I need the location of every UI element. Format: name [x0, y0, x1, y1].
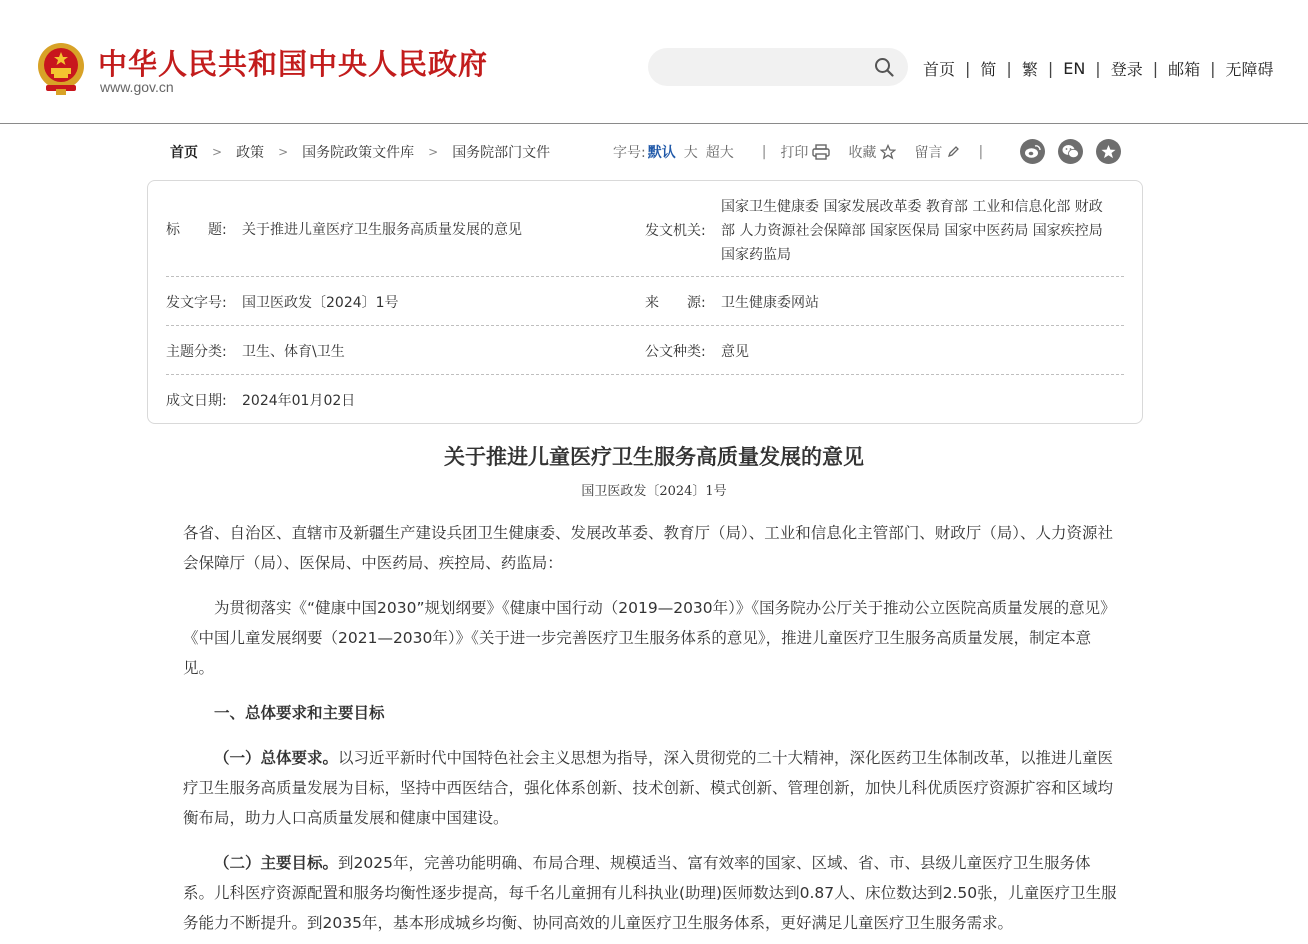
- nav-separator: |: [965, 58, 971, 78]
- comment-button[interactable]: [914, 142, 960, 162]
- star-outline-icon: [880, 144, 896, 160]
- nav-accessibility[interactable]: 无障碍: [1225, 59, 1274, 79]
- site-title[interactable]: 中华人民共和国中央人民政府: [98, 47, 489, 81]
- article-addressee: 各省、自治区、直辖市及新疆生产建设兵团卫生健康委、发展改革委、教育厅（局）、工业和信息化主管部门、财政厅（局）、人力资源社会保障厅（局）、医保局、中医药局、疾控局、药监局：: [183, 524, 1114, 572]
- font-size-label: 字号:: [613, 145, 646, 161]
- document-info-table: [147, 180, 1143, 424]
- chevron-right-icon: >: [212, 145, 223, 159]
- favorite-share-button[interactable]: [1096, 139, 1121, 164]
- info-doc-no: [166, 292, 399, 312]
- section-heading: 一、总体要求和主要目标: [214, 704, 385, 722]
- info-row: [166, 181, 1124, 277]
- print-label: 打印: [780, 145, 809, 161]
- nav-separator: |: [1210, 58, 1216, 78]
- wechat-icon: [1062, 144, 1079, 159]
- printer-icon: [812, 144, 830, 160]
- breadcrumb-policy-library[interactable]: 国务院政策文件库: [302, 145, 415, 161]
- nav-english[interactable]: EN: [1063, 58, 1086, 78]
- pencil-icon: [946, 145, 960, 159]
- info-value: 意见: [721, 344, 749, 360]
- search-icon[interactable]: [874, 57, 894, 77]
- nav-home[interactable]: 首页: [923, 59, 956, 79]
- info-label: 发文字号:: [166, 295, 227, 311]
- info-topic: [166, 341, 345, 361]
- info-label: 发文机关:: [645, 223, 706, 239]
- national-emblem-icon[interactable]: [36, 41, 86, 95]
- article-title: 关于推进儿童医疗卫生服务高质量发展的意见: [444, 444, 864, 469]
- article-intro: 为贯彻落实《“健康中国2030”规划纲要》《健康中国行动（2019—2030年）》《国务院办公厅关于推动公立医院高质量发展的意见》《中国儿童发展纲要（2021—2030年）》《关于进一步完善医疗卫生服务体系的意见》，推进儿童医疗卫生服务高质量发展，制定本意见。: [183, 599, 1116, 677]
- weibo-share-button[interactable]: [1020, 139, 1045, 164]
- breadcrumb-home[interactable]: 首页: [170, 145, 198, 161]
- wechat-share-button[interactable]: [1058, 139, 1083, 164]
- search-box: [648, 48, 908, 86]
- star-icon: [1101, 144, 1116, 159]
- article-body: [183, 518, 1119, 578]
- paragraph-lead: （二）主要目标。: [214, 854, 339, 872]
- breadcrumb-dept-docs[interactable]: 国务院部门文件: [452, 145, 551, 161]
- paragraph-text: 到2025年，完善功能明确、布局合理、规模适当、富有效率的国家、区域、省、市、县级儿童医疗卫生服务体系。儿科医疗资源配置和服务均衡性逐步提高，每千名儿童拥有儿科执业(助理)医师数达到0.87人、床位数达到2.50张，儿童医疗卫生服务能力不断提升。到2035年，基本形成城乡均衡、协同高效的儿童医疗卫生服务体系，更好满足儿童医疗卫生服务需求。: [183, 854, 1117, 932]
- article-doc-number: 国卫医政发〔2024〕1号: [581, 484, 727, 499]
- info-value: 卫生、体育\卫生: [242, 344, 345, 360]
- info-label: 公文种类:: [645, 344, 706, 360]
- info-title: [166, 219, 522, 239]
- info-value: 关于推进儿童医疗卫生服务高质量发展的意见: [242, 222, 522, 238]
- font-size-large[interactable]: 大: [683, 145, 698, 161]
- info-date: [166, 390, 355, 410]
- article-body: [183, 698, 1119, 728]
- breadcrumb: [170, 142, 550, 162]
- article-body: [183, 848, 1119, 938]
- site-header: [0, 0, 1308, 124]
- info-label: 主题分类:: [166, 344, 227, 360]
- info-label: 标 题:: [166, 222, 227, 238]
- font-size-default[interactable]: 默认: [647, 145, 676, 161]
- chevron-right-icon: >: [278, 145, 289, 159]
- nav-separator: |: [1152, 58, 1159, 78]
- search-input[interactable]: [666, 48, 866, 86]
- weibo-icon: [1024, 144, 1041, 159]
- font-size-xlarge[interactable]: 超大: [705, 145, 734, 161]
- info-issuer: [645, 195, 1113, 267]
- nav-separator: |: [1047, 58, 1054, 78]
- info-label: 来 源:: [645, 295, 706, 311]
- info-label: 成文日期:: [166, 393, 227, 409]
- nav-mail[interactable]: 邮箱: [1168, 59, 1201, 79]
- top-nav: [923, 58, 1274, 78]
- favorite-button[interactable]: [848, 142, 896, 162]
- print-button[interactable]: [780, 142, 830, 162]
- paragraph-lead: （一）总体要求。: [214, 749, 339, 767]
- nav-traditional[interactable]: 繁: [1021, 59, 1038, 79]
- toolbar-separator: |: [978, 144, 984, 160]
- favorite-label: 收藏: [848, 145, 877, 161]
- nav-separator: |: [1006, 58, 1012, 78]
- info-row: [166, 326, 1124, 375]
- nav-separator: |: [1095, 58, 1101, 78]
- info-value: 国卫医政发〔2024〕1号: [242, 295, 399, 311]
- info-value: 2024年01月02日: [242, 393, 356, 409]
- info-row: [166, 375, 1124, 423]
- paragraph-text: 以习近平新时代中国特色社会主义思想为指导，深入贯彻党的二十大精神，深化医药卫生体制改革，以推进儿童医疗卫生服务高质量发展为目标，坚持中西医结合，强化体系创新、技术创新、模式创新、管理创新，加快儿科优质医疗资源扩容和区域均衡布局，助力人口高质量发展和健康中国建设。: [183, 749, 1114, 827]
- info-row: [166, 277, 1124, 326]
- article-toolbar: [613, 142, 983, 162]
- breadcrumb-policy[interactable]: 政策: [236, 145, 265, 161]
- article-paragraph: [183, 743, 1119, 833]
- article-paragraph: [183, 848, 1119, 938]
- article-body: [183, 593, 1119, 683]
- nav-login[interactable]: 登录: [1110, 59, 1143, 79]
- site-url[interactable]: www.gov.cn: [100, 79, 174, 95]
- chevron-right-icon: >: [428, 145, 439, 159]
- article-body: [183, 743, 1119, 833]
- info-type: [645, 341, 749, 361]
- info-value: 国家卫生健康委 国家发展改革委 教育部 工业和信息化部 财政部 人力资源社会保障部 国家医保局 国家中医药局 国家疾控局 国家药监局: [721, 199, 1103, 263]
- nav-simplified[interactable]: 简: [980, 59, 997, 79]
- info-value: 卫生健康委网站: [721, 295, 819, 311]
- comment-label: 留言: [914, 145, 943, 161]
- info-source: [645, 292, 819, 312]
- toolbar-separator: |: [761, 144, 767, 160]
